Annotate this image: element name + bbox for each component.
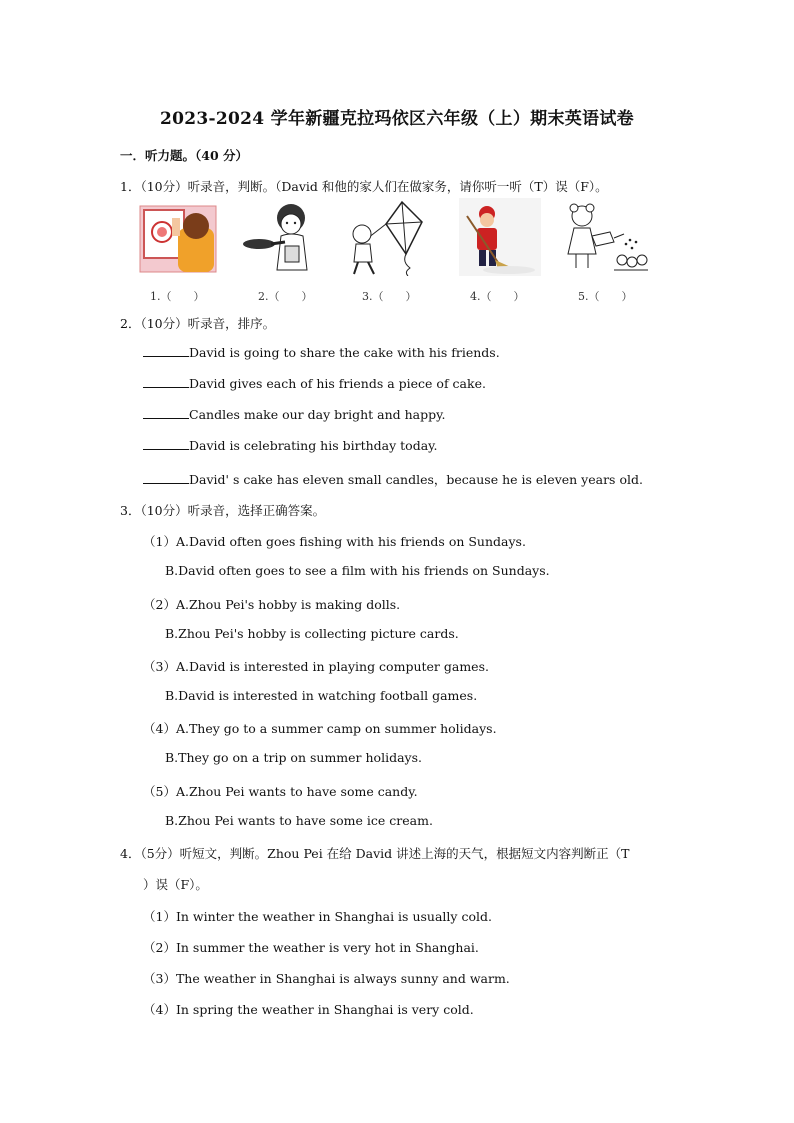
section-listening-heading: 一．听力题。（40 分） (120, 148, 248, 163)
choice-a: （2）A.Zhou Pei's hobby is making dolls. (143, 597, 401, 612)
cooking-icon (241, 198, 323, 276)
ordering-item-text: David is celebrating his birthday today. (189, 438, 438, 453)
choice-b: B.David often goes to see a film with his friends on Sundays. (165, 563, 550, 578)
picture-label-1: 1.（ ） (150, 290, 205, 303)
flying-kite-icon (344, 198, 426, 276)
ordering-item-text: David' s cake has eleven small candles，because he is eleven years old. (189, 472, 643, 487)
judge-item: （1）In winter the weather in Shanghai is usually cold. (143, 909, 492, 924)
choice-b: B.Zhou Pei wants to have some ice cream. (165, 813, 433, 828)
choice-a: （3）A.David is interested in playing computer games. (143, 659, 489, 674)
picture-label-5: 5.（ ） (578, 290, 633, 303)
ordering-item-text: David is going to share the cake with his friends. (189, 345, 500, 360)
choice-b: B.David is interested in watching football games. (165, 688, 478, 703)
answer-blank[interactable] (143, 438, 189, 450)
page-title: 2023-2024 学年新疆克拉玛依区六年级（上）期末英语试卷 (160, 109, 634, 129)
answer-blank[interactable] (143, 345, 189, 357)
ordering-item (143, 438, 438, 453)
judge-item: （2）In summer the weather is very hot in Shanghai. (143, 940, 479, 955)
judge-item: （4）In spring the weather in Shanghai is very cold. (143, 1002, 474, 1017)
picture-label-2: 2.（ ） (258, 290, 313, 303)
question-1-pictures (138, 198, 658, 280)
question-1-text: 1．（10分）听录音，判断。（David 和他的家人们在做家务，请你听一听（T）误（F）。 (120, 179, 608, 194)
choice-b: B.They go on a trip on summer holidays. (165, 750, 422, 765)
ordering-item (143, 345, 500, 360)
ordering-item-text: David gives each of his friends a piece of cake. (189, 376, 486, 391)
ordering-item (143, 407, 446, 422)
picture-label-4: 4.（ ） (470, 290, 525, 303)
judge-item: （3）The weather in Shanghai is always sunny and warm. (143, 971, 510, 986)
choice-b: B.Zhou Pei's hobby is collecting picture cards. (165, 626, 459, 641)
question-2-text: 2．（10分）听录音，排序。 (120, 316, 276, 331)
ordering-item (143, 470, 643, 488)
window-cleaning-icon (138, 198, 220, 276)
question-4-text: 4．（5分）听短文，判断。Zhou Pei 在给 David 讲述上海的天气，根据短文内容判断正（T (120, 846, 630, 861)
choice-a: （4）A.They go to a summer camp on summer holidays. (143, 721, 497, 736)
question-3-text: 3．（10分）听录音，选择正确答案。 (120, 503, 326, 518)
answer-blank[interactable] (143, 376, 189, 388)
ordering-item (143, 376, 486, 391)
choice-a: （5）A.Zhou Pei wants to have some candy. (143, 784, 418, 799)
choice-a: （1）A.David often goes fishing with his friends on Sundays. (143, 534, 526, 549)
question-4-text-continued: ）误（F）。 (143, 877, 208, 892)
sweeping-snow-icon (459, 198, 541, 276)
ordering-item-text: Candles make our day bright and happy. (189, 407, 446, 422)
answer-blank[interactable] (143, 407, 189, 419)
watering-flowers-icon (566, 198, 648, 276)
answer-blank[interactable] (143, 472, 189, 484)
picture-label-3: 3.（ ） (362, 290, 417, 303)
